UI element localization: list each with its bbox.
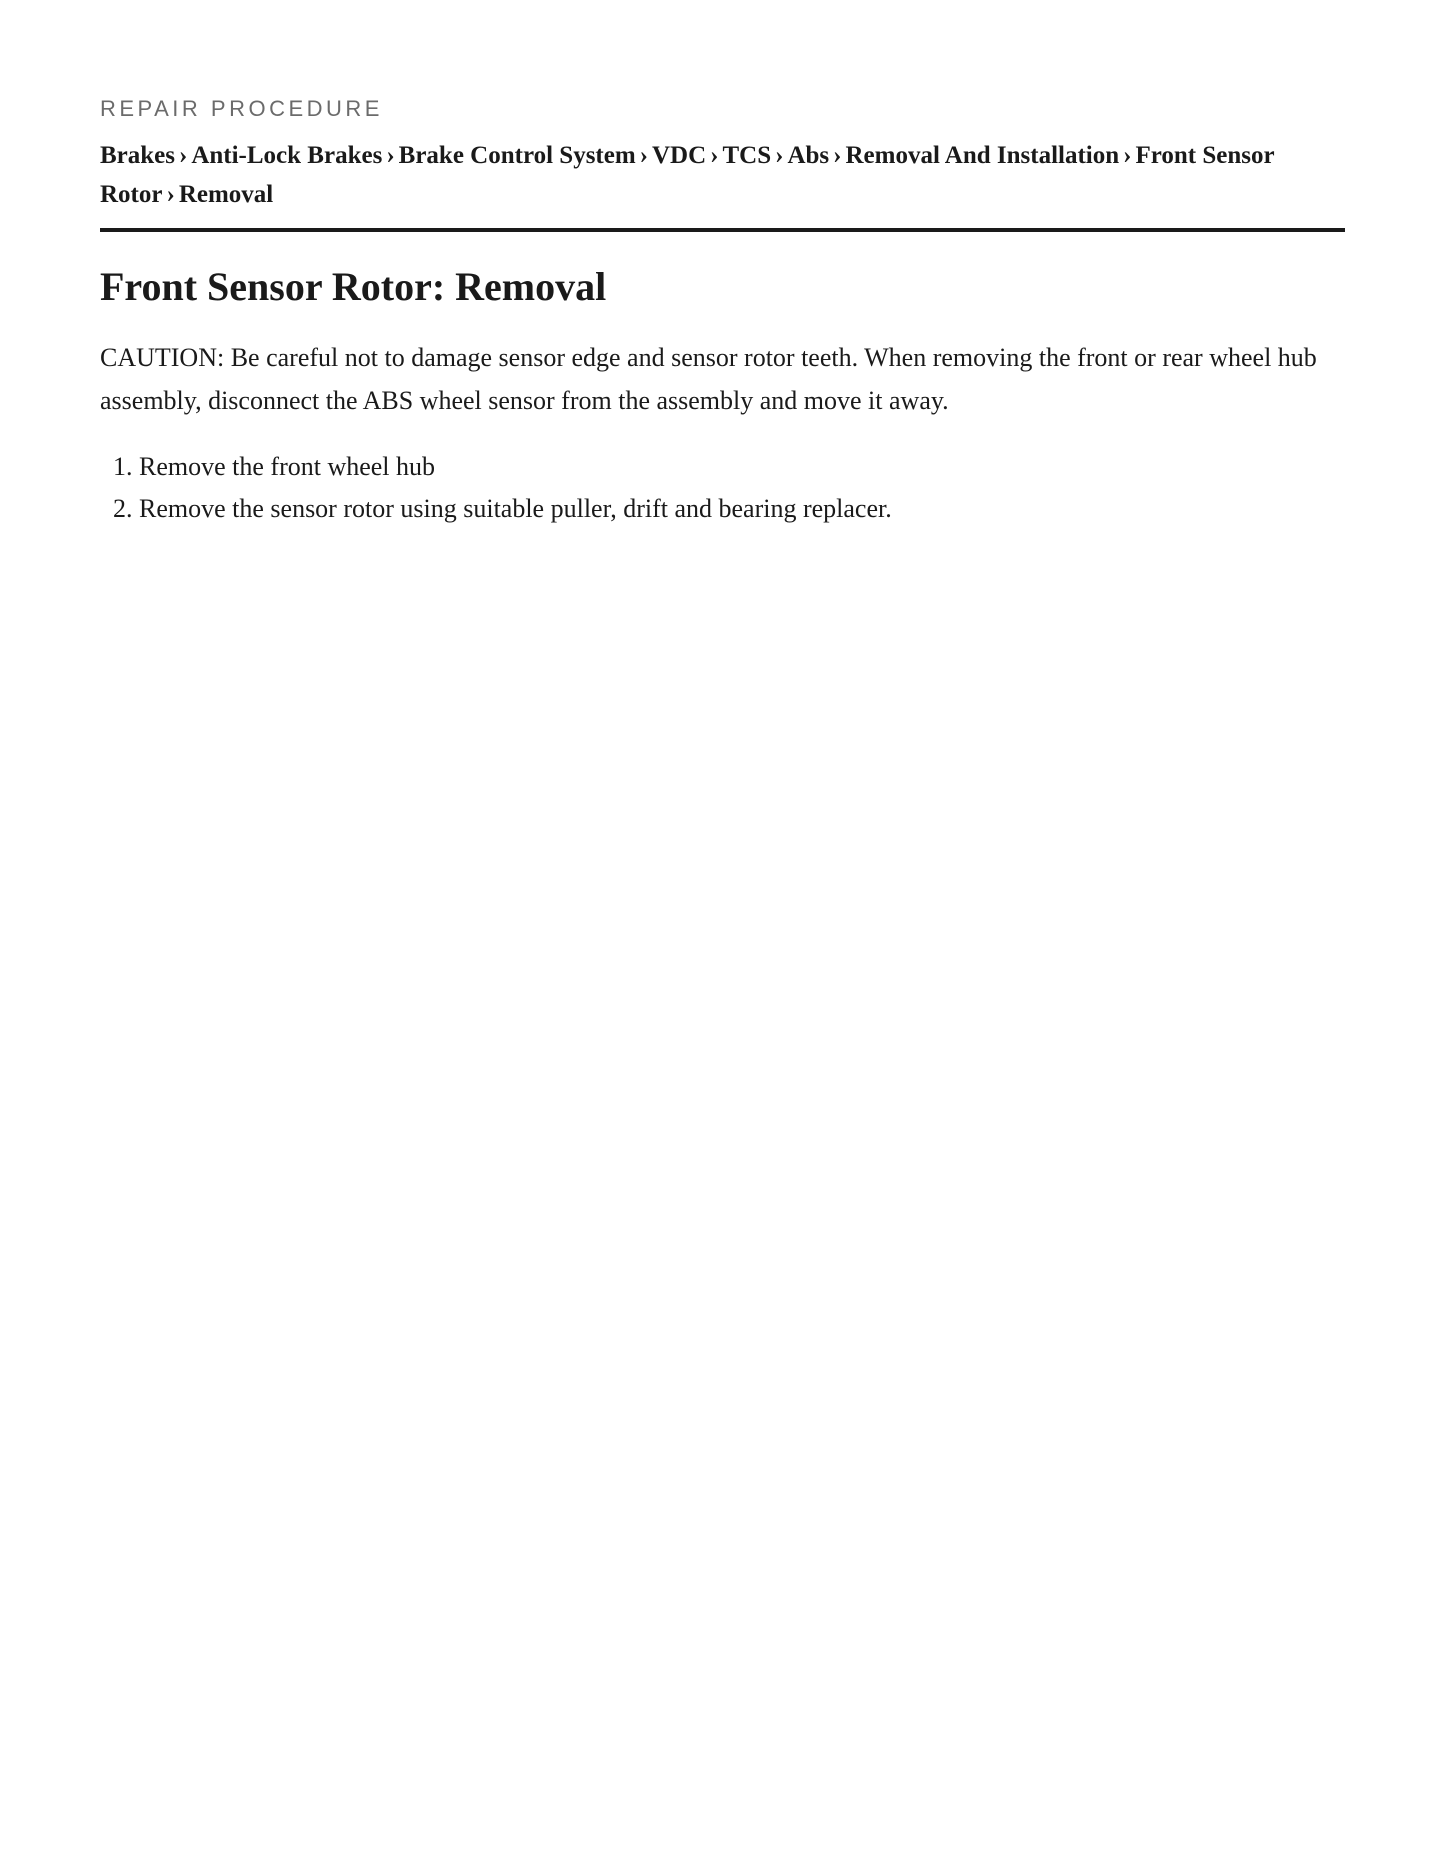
procedure-step: 1. Remove the front wheel hub xyxy=(139,446,1345,488)
section-kicker: REPAIR PROCEDURE xyxy=(100,96,383,121)
breadcrumb-separator: › xyxy=(386,142,395,169)
breadcrumb-separator: › xyxy=(710,142,719,169)
breadcrumb-separator: › xyxy=(179,142,188,169)
breadcrumb-item-current: Removal xyxy=(178,181,274,208)
breadcrumb-item[interactable]: Front Sensor Rotor xyxy=(100,142,1275,208)
breadcrumb-item[interactable]: TCS xyxy=(722,142,772,169)
breadcrumb xyxy=(100,136,1345,232)
breadcrumb-separator: › xyxy=(166,181,175,208)
caution-note: CAUTION: Be careful not to damage sensor edge and sensor rotor teeth. When removing the front or rear wheel hub assembly, disconnect the ABS wheel sensor from the assembly and move it away. xyxy=(100,343,1317,415)
breadcrumb-item[interactable]: Brake Control System xyxy=(398,142,636,169)
breadcrumb-separator: › xyxy=(639,142,648,169)
breadcrumb-item[interactable]: Abs xyxy=(787,142,830,169)
breadcrumb-item[interactable]: VDC xyxy=(652,142,707,169)
procedure-steps xyxy=(100,446,1345,530)
breadcrumb-separator: › xyxy=(1123,142,1132,169)
breadcrumb-item[interactable]: Brakes xyxy=(100,142,175,169)
breadcrumb-item[interactable]: Anti-Lock Brakes xyxy=(191,142,383,169)
breadcrumb-separator: › xyxy=(775,142,784,169)
procedure-step: 2. Remove the sensor rotor using suitable puller, drift and bearing replacer. xyxy=(139,488,1345,530)
breadcrumb-item[interactable]: Removal And Installation xyxy=(845,142,1120,169)
page-title: Front Sensor Rotor: Removal xyxy=(100,264,607,309)
breadcrumb-separator: › xyxy=(833,142,842,169)
